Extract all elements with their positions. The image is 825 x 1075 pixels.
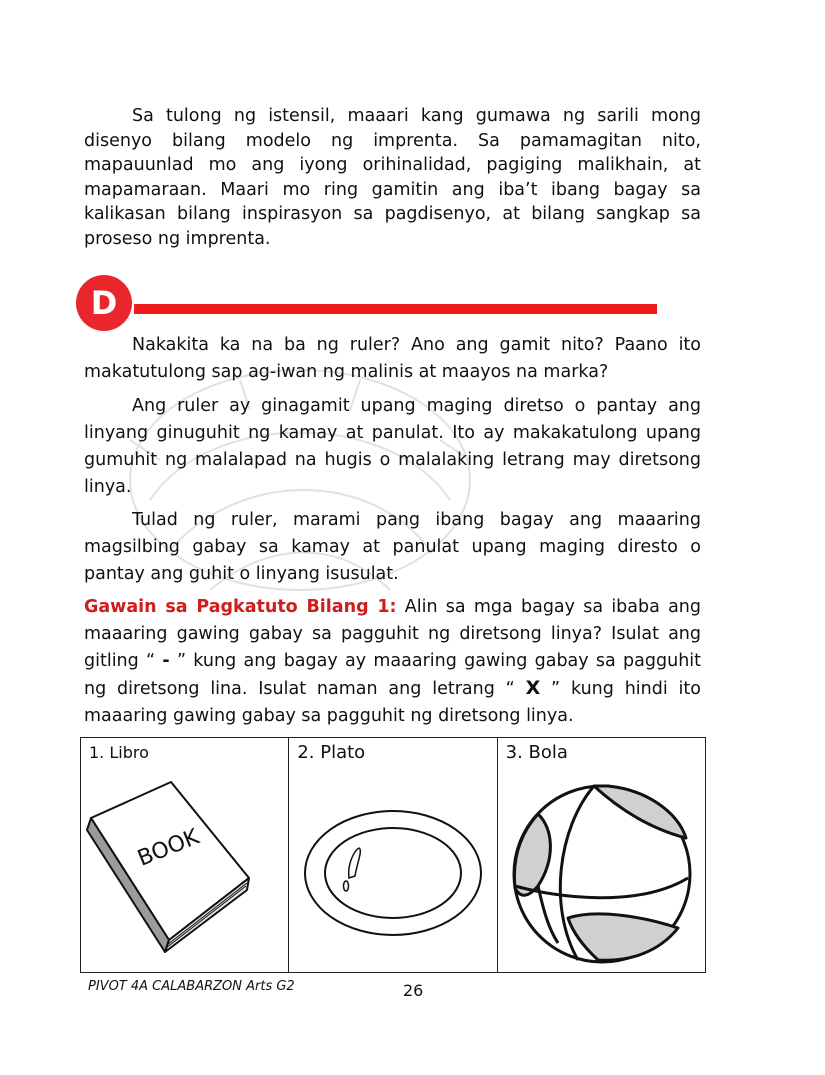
ruler-question-paragraph: Nakakita ka na ba ng ruler? Ano ang gamit nito? Paano ito makatutulong sap ag-iwan ng malinis at maayos na marka? bbox=[84, 335, 701, 382]
item-cell-book[interactable] bbox=[81, 738, 289, 973]
other-guides-paragraph: Tulad ng ruler, marami pang ibang bagay ang maaaring magsilbing gabay sa kamay at panulat upang maging diresto o pantay ang guhit o linyang isusulat. bbox=[84, 510, 701, 584]
items-table bbox=[80, 737, 706, 973]
footer-source: PIVOT 4A CALABARZON Arts G2 bbox=[88, 979, 295, 994]
item-label-book: 1. Libro bbox=[89, 743, 149, 762]
intro-paragraph: Sa tulong ng istensil, maaari kang gumawa ng sarili mong disenyo bilang modelo ng imprenta. Sa pamamagitan nito, mapauunlad mo ang iyong orihinalidad, pagiging malikhain, at mapamaraan. Maari mo ring gamitin ang iba’t ibang bagay sa kalikasan bilang inspirasyon sa pagdisenyo, at bilang sangkap sa proseso ng imprenta. bbox=[84, 106, 701, 249]
activity-title: Gawain sa Pagkatuto Bilang 1: bbox=[84, 597, 397, 617]
ball-icon bbox=[498, 768, 706, 968]
page-number: 26 bbox=[403, 981, 424, 1000]
dash-symbol: - bbox=[162, 651, 170, 671]
item-label-ball: 3. Bola bbox=[505, 742, 568, 763]
activity-text-b: ” kung ang bagay ay maaaring gawing gabay sa pagguhit ng diretsong lina. Isulat naman ang letrang “ bbox=[84, 651, 702, 699]
activity-text-c: ” kung hindi ito maaaring gawing gabay sa pagguhit ng diretsong linya. bbox=[84, 679, 701, 726]
book-icon bbox=[81, 768, 289, 968]
item-cell-ball[interactable] bbox=[497, 738, 705, 973]
activity-text-a: Alin sa mga bagay sa ibaba ang maaaring gawing gabay sa pagguhit ng diretsong linya? Isulat ang gitling “ bbox=[84, 597, 701, 671]
item-label-plate: 2. Plato bbox=[297, 742, 366, 763]
book-cover-text: BOOK bbox=[134, 824, 203, 872]
section-divider-bar bbox=[134, 304, 657, 314]
section-d-badge: D bbox=[76, 275, 132, 331]
activity-instructions bbox=[84, 594, 701, 730]
x-symbol: X bbox=[525, 677, 541, 699]
plate-icon bbox=[289, 768, 497, 968]
item-cell-plate[interactable] bbox=[289, 738, 497, 973]
ruler-explanation-paragraph: Ang ruler ay ginagamit upang maging diretso o pantay ang linyang ginuguhit ng kamay at panulat. Ito ay makakatulong upang gumuhit ng malalapad na hugis o malalaking letrang may diretsong linya. bbox=[84, 396, 701, 497]
